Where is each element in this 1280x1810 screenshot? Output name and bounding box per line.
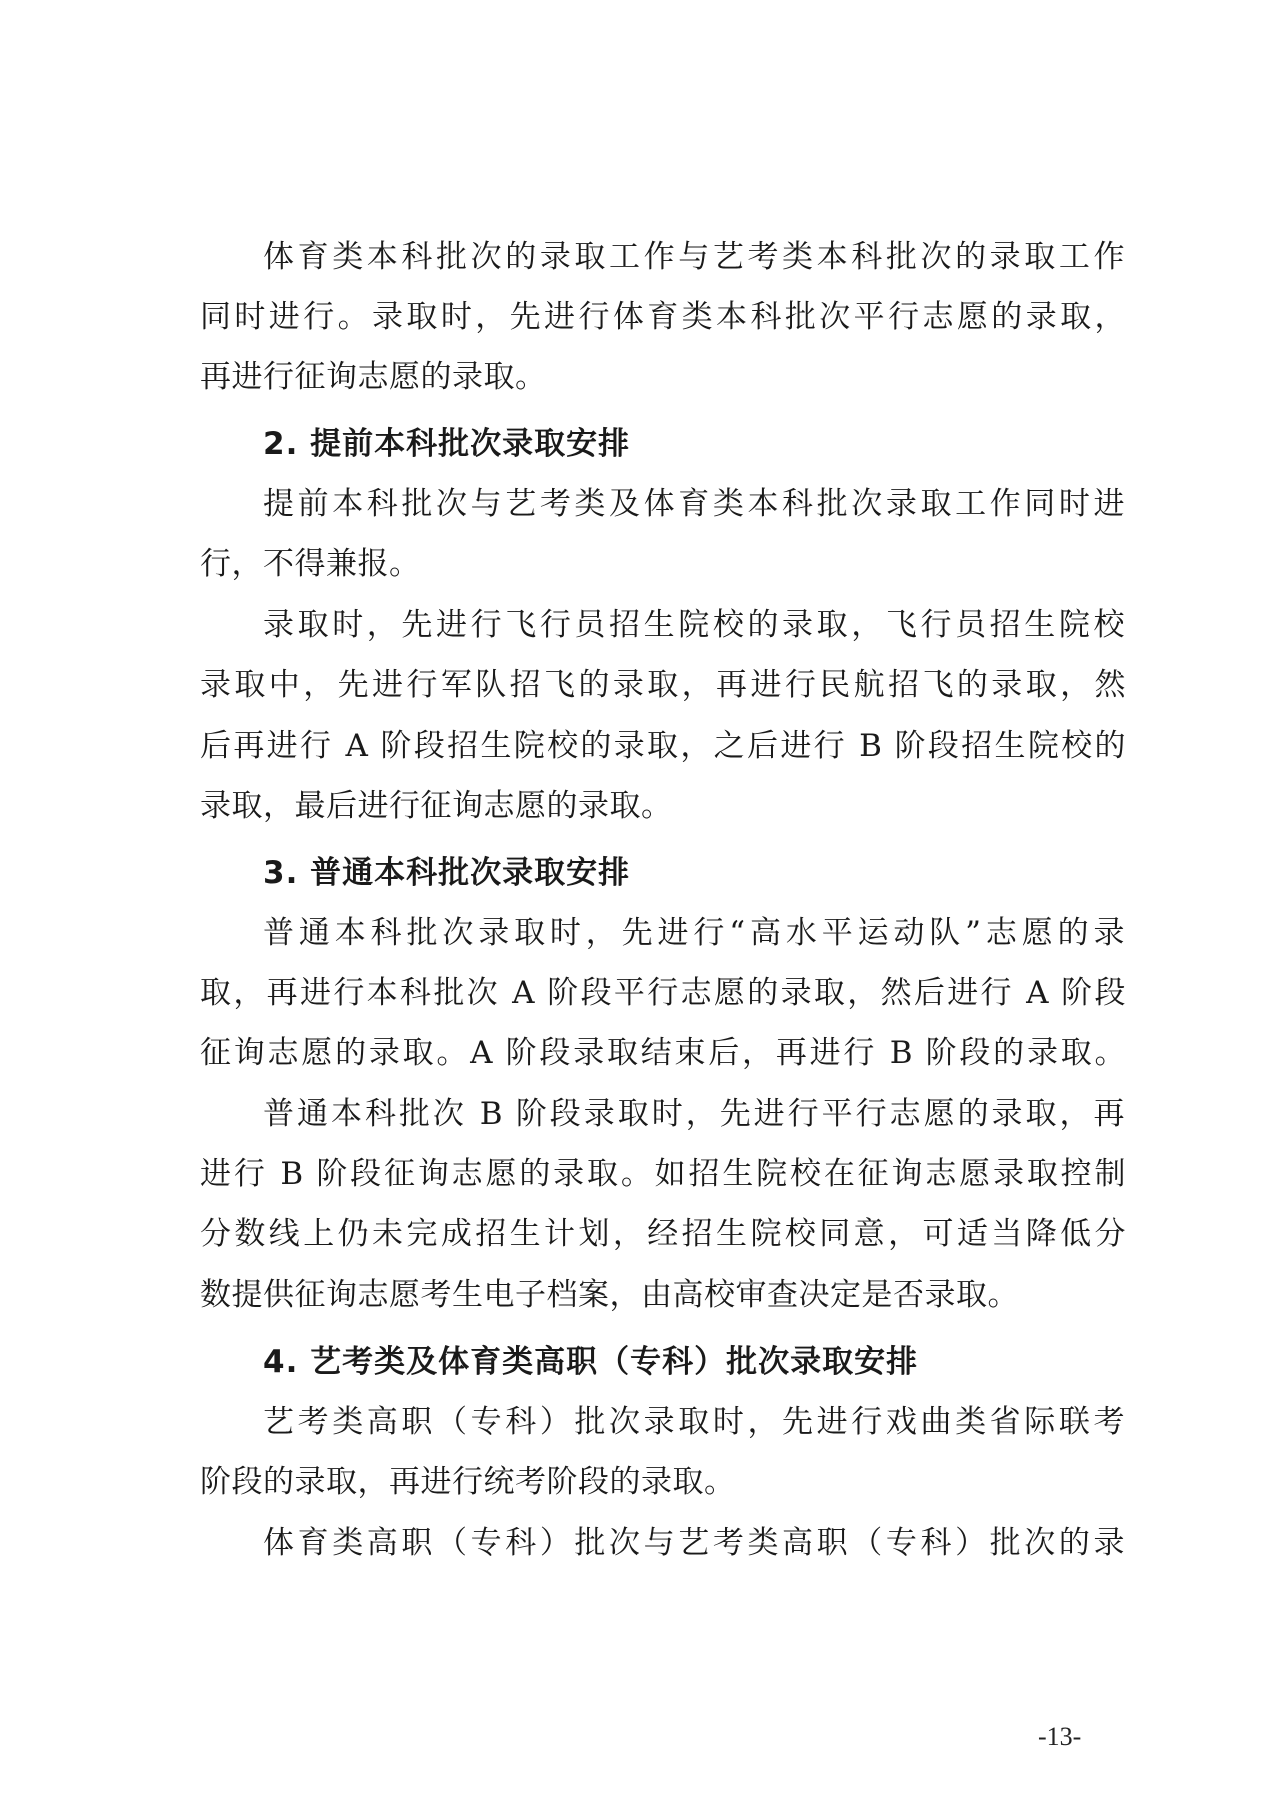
section-heading-4: 4. 艺考类及体育类高职（专科）批次录取安排 [263,1344,919,1380]
paragraph-line: 数提供征询志愿考生电子档案，由高校审查决定是否录取。 [200,1277,1019,1313]
paragraph-line: 征询志愿的录取。A 阶段录取结束后，再进行 B 阶段的录取。 [200,1035,1126,1071]
paragraph-line: 行，不得兼报。 [200,546,421,582]
section-heading-3: 3. 普通本科批次录取安排 [263,855,631,891]
paragraph-line: 同时进行。录取时，先进行体育类本科批次平行志愿的录取， [200,299,1126,335]
paragraph-line: 录取中，先进行军队招飞的录取，再进行民航招飞的录取，然 [200,667,1126,703]
paragraph-line: 阶段的录取，再进行统考阶段的录取。 [200,1464,736,1500]
paragraph-line: 提前本科批次与艺考类及体育类本科批次录取工作同时进 [263,486,1125,522]
paragraph-line: 进行 B 阶段征询志愿的录取。如招生院校在征询志愿录取控制 [200,1156,1126,1192]
paragraph-line: 普通本科批次录取时，先进行“高水平运动队”志愿的录 [263,915,1125,951]
paragraph-line: 分数线上仍未完成招生计划，经招生院校同意，可适当降低分 [200,1216,1126,1252]
paragraph-line: 普通本科批次 B 阶段录取时，先进行平行志愿的录取，再 [263,1096,1125,1132]
paragraph-line: 艺考类高职（专科）批次录取时，先进行戏曲类省际联考 [263,1404,1125,1440]
paragraph-line: 后再进行 A 阶段招生院校的录取，之后进行 B 阶段招生院校的 [200,728,1126,764]
paragraph-line: 体育类高职（专科）批次与艺考类高职（专科）批次的录 [263,1525,1125,1561]
section-heading-2: 2. 提前本科批次录取安排 [263,426,631,462]
paragraph-line: 录取，最后进行征询志愿的录取。 [200,788,673,824]
paragraph-line: 体育类本科批次的录取工作与艺考类本科批次的录取工作 [263,239,1125,275]
paragraph-line: 取，再进行本科批次 A 阶段平行志愿的录取，然后进行 A 阶段 [200,975,1126,1011]
paragraph-line: 录取时，先进行飞行员招生院校的录取，飞行员招生院校 [263,607,1125,643]
paragraph-line: 再进行征询志愿的录取。 [200,359,547,395]
page-number: -13- [1038,1722,1082,1751]
